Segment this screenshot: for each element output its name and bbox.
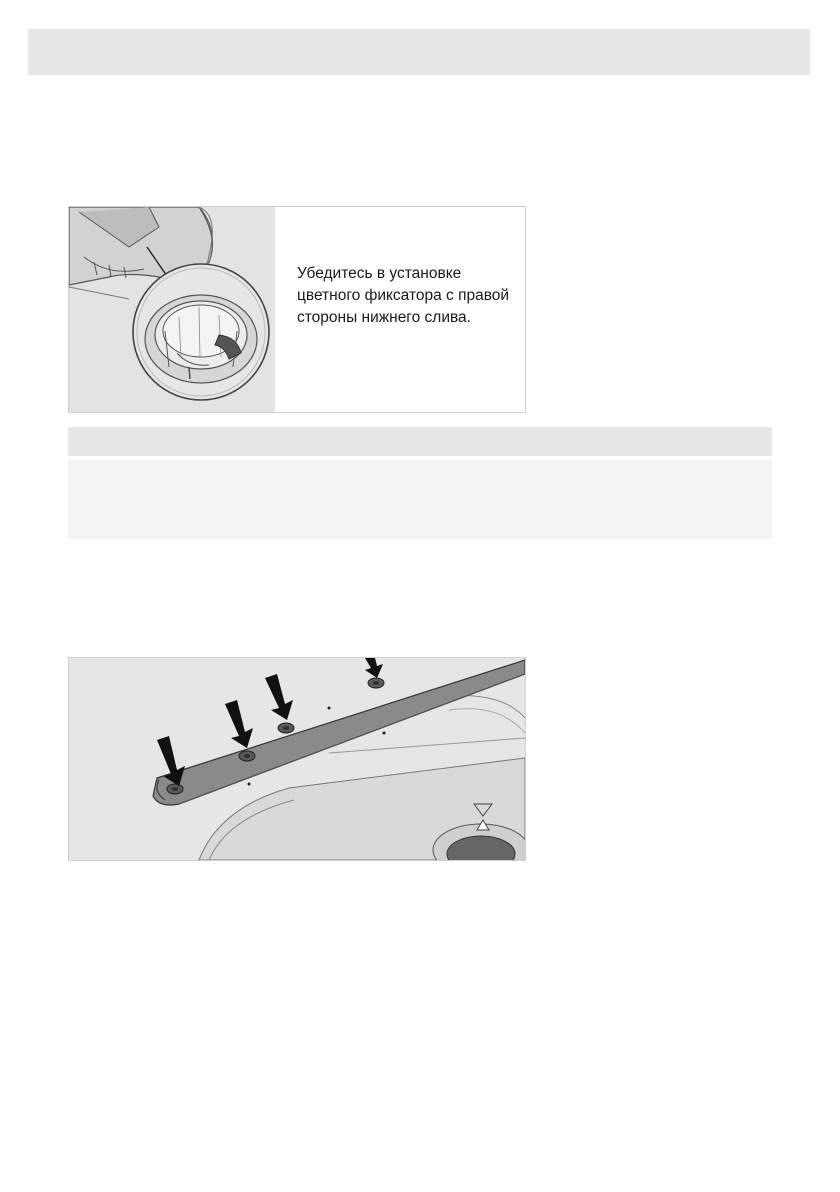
- spray-arm-illustration: [69, 658, 525, 860]
- drain-filter-icon: [69, 207, 275, 412]
- arrow-icon: [225, 700, 253, 748]
- note-header-bar: [68, 427, 772, 456]
- spray-arm-figure: [68, 657, 526, 861]
- filter-lock-figure: [68, 206, 526, 413]
- page-header-bar: [28, 29, 810, 75]
- arrow-icon: [365, 658, 383, 678]
- note-body-box: [68, 460, 772, 539]
- drain-filter-illustration: [69, 207, 275, 412]
- arrow-icon: [265, 674, 293, 720]
- filter-lock-caption: Убедитесь в установке цветного фиксатора с правой стороны нижнего слива.: [297, 265, 510, 326]
